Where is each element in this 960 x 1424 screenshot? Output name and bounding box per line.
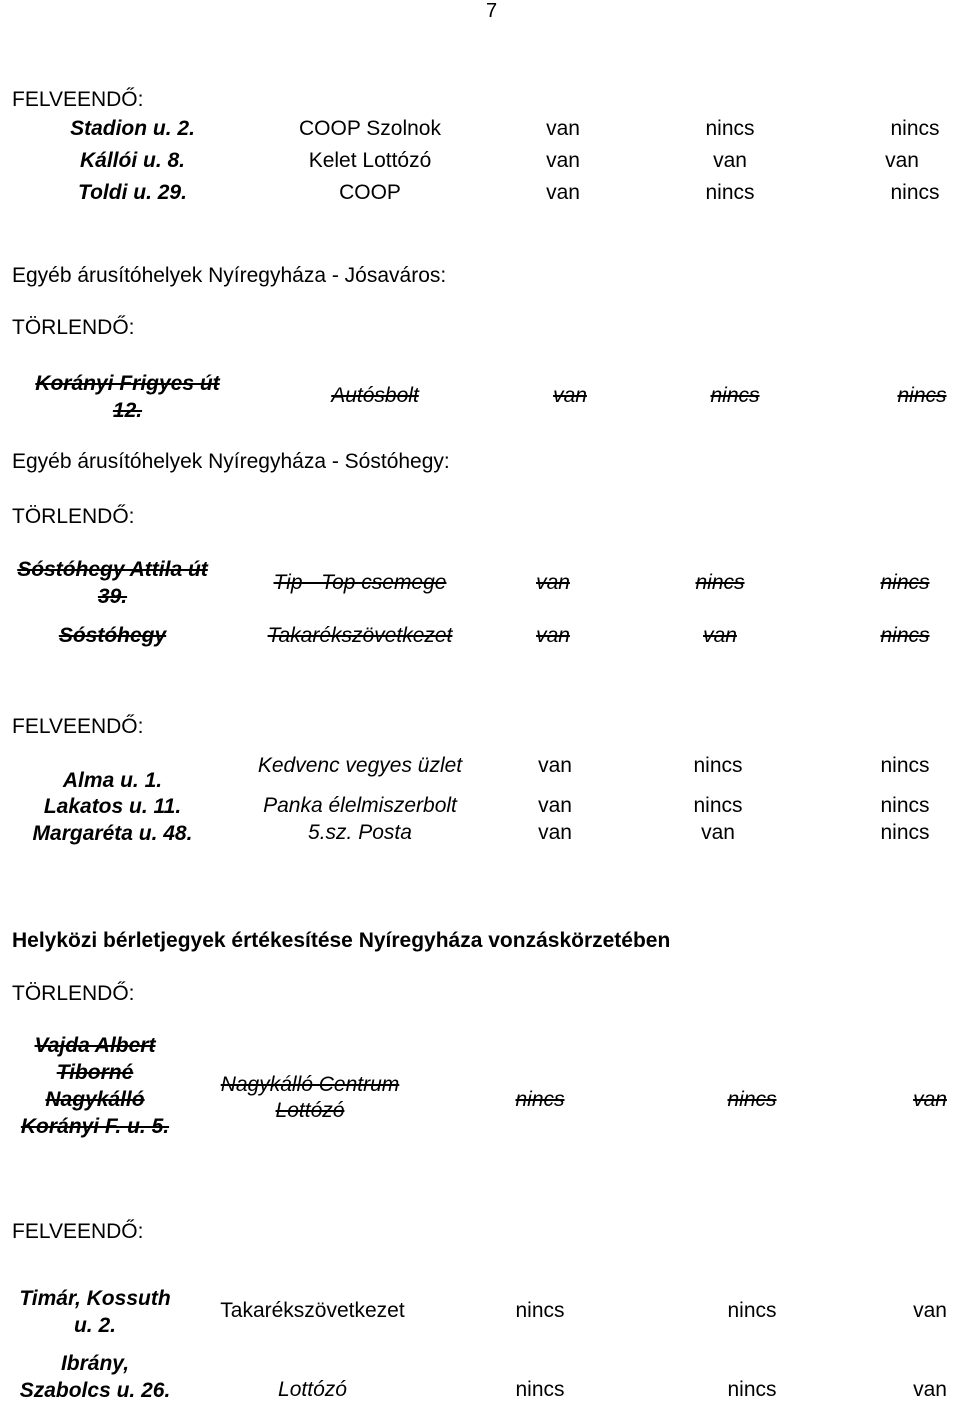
address-cell: Margaréta u. 48.	[32, 822, 193, 845]
address-cell: Alma u. 1.	[62, 769, 163, 792]
section-label-felveendo: FELVEENDŐ:	[12, 715, 144, 738]
value-cell: van	[546, 149, 580, 172]
value-cell: van	[701, 821, 735, 844]
value-cell: nincs	[705, 181, 755, 204]
value-cell: nincs	[880, 754, 930, 777]
value-cell: nincs	[890, 181, 940, 204]
address-cell: Sóstóhegy Attila út 39.	[17, 558, 208, 608]
section-label-torlendo: TÖRLENDŐ:	[12, 505, 135, 528]
value-cell: van	[913, 1299, 947, 1322]
shop-name-cell: Takarékszövetkezet	[220, 1299, 405, 1322]
value-cell: nincs	[727, 1378, 777, 1401]
value-cell: nincs	[880, 821, 930, 844]
shop-name-cell: Kelet Lottózó	[308, 149, 432, 172]
value-cell: nincs	[727, 1299, 777, 1322]
shop-name-cell: COOP	[339, 181, 401, 204]
value-cell: van	[538, 754, 572, 777]
value-cell: nincs	[693, 754, 743, 777]
shop-name-cell: Tip - Top csemege	[273, 571, 447, 594]
value-cell: nincs	[710, 384, 760, 407]
page-number: 7	[486, 0, 498, 22]
shop-name-cell: Lottózó	[278, 1378, 347, 1401]
shop-name-cell: Takarékszövetkezet	[267, 624, 453, 647]
value-cell: nincs	[695, 571, 745, 594]
value-cell: van	[546, 181, 580, 204]
value-cell: van	[538, 821, 572, 844]
value-cell: van	[703, 624, 737, 647]
value-cell: van	[536, 571, 570, 594]
address-cell: Timár, Kossuth u. 2.	[19, 1287, 171, 1337]
value-cell: van	[913, 1088, 947, 1111]
value-cell: nincs	[880, 624, 930, 647]
value-cell: nincs	[890, 117, 940, 140]
value-cell: van	[553, 384, 587, 407]
section-heading-sostohegy: Egyéb árusítóhelyek Nyíregyháza - Sóstóhegy:	[12, 450, 450, 473]
value-cell: nincs	[705, 117, 755, 140]
section-heading-berletjegy: Helyközi bérletjegyek értékesítése Nyíregyháza vonzáskörzetében	[12, 929, 671, 952]
value-cell: nincs	[515, 1299, 565, 1322]
section-label-torlendo: TÖRLENDŐ:	[12, 982, 135, 1005]
value-cell: van	[713, 149, 747, 172]
section-label-felveendo: FELVEENDŐ:	[12, 88, 144, 111]
value-cell: nincs	[515, 1378, 565, 1401]
section-heading-josavaros: Egyéb árusítóhelyek Nyíregyháza - Jósaváros:	[12, 264, 447, 287]
value-cell: van	[536, 624, 570, 647]
address-cell: Vajda Albert Tiborné Nagykálló Korányi F. u. 5.	[20, 1034, 170, 1138]
address-cell: Toldi u. 29.	[78, 181, 187, 204]
section-label-felveendo: FELVEENDŐ:	[12, 1220, 144, 1243]
address-cell: Sóstóhegy	[58, 624, 167, 647]
value-cell: van	[913, 1378, 947, 1401]
shop-name-cell: COOP Szolnok	[298, 117, 441, 140]
shop-name-cell: 5.sz. Posta	[308, 821, 412, 844]
value-cell: nincs	[693, 794, 743, 817]
value-cell: nincs	[880, 571, 930, 594]
address-cell: Kállói u. 8.	[79, 149, 186, 172]
shop-name-cell: Autósbolt	[331, 384, 419, 407]
section-label-torlendo: TÖRLENDŐ:	[12, 316, 135, 339]
value-cell: van	[546, 117, 580, 140]
value-cell: van	[885, 149, 919, 172]
value-cell: nincs	[880, 794, 930, 817]
address-cell: Stadion u. 2.	[70, 117, 195, 140]
address-cell: Ibrány, Szabolcs u. 26.	[19, 1352, 171, 1402]
address-cell: Korányi Frigyes út 12.	[35, 372, 220, 422]
shop-name-cell: Nagykálló Centrum Lottózó	[220, 1073, 400, 1122]
address-cell: Lakatos u. 11.	[43, 795, 182, 818]
shop-name-cell: Kedvenc vegyes üzlet	[257, 754, 463, 777]
shop-name-cell: Panka élelmiszerbolt	[263, 794, 457, 817]
value-cell: nincs	[897, 384, 947, 407]
value-cell: van	[538, 794, 572, 817]
value-cell: nincs	[727, 1088, 777, 1111]
value-cell: nincs	[515, 1088, 565, 1111]
